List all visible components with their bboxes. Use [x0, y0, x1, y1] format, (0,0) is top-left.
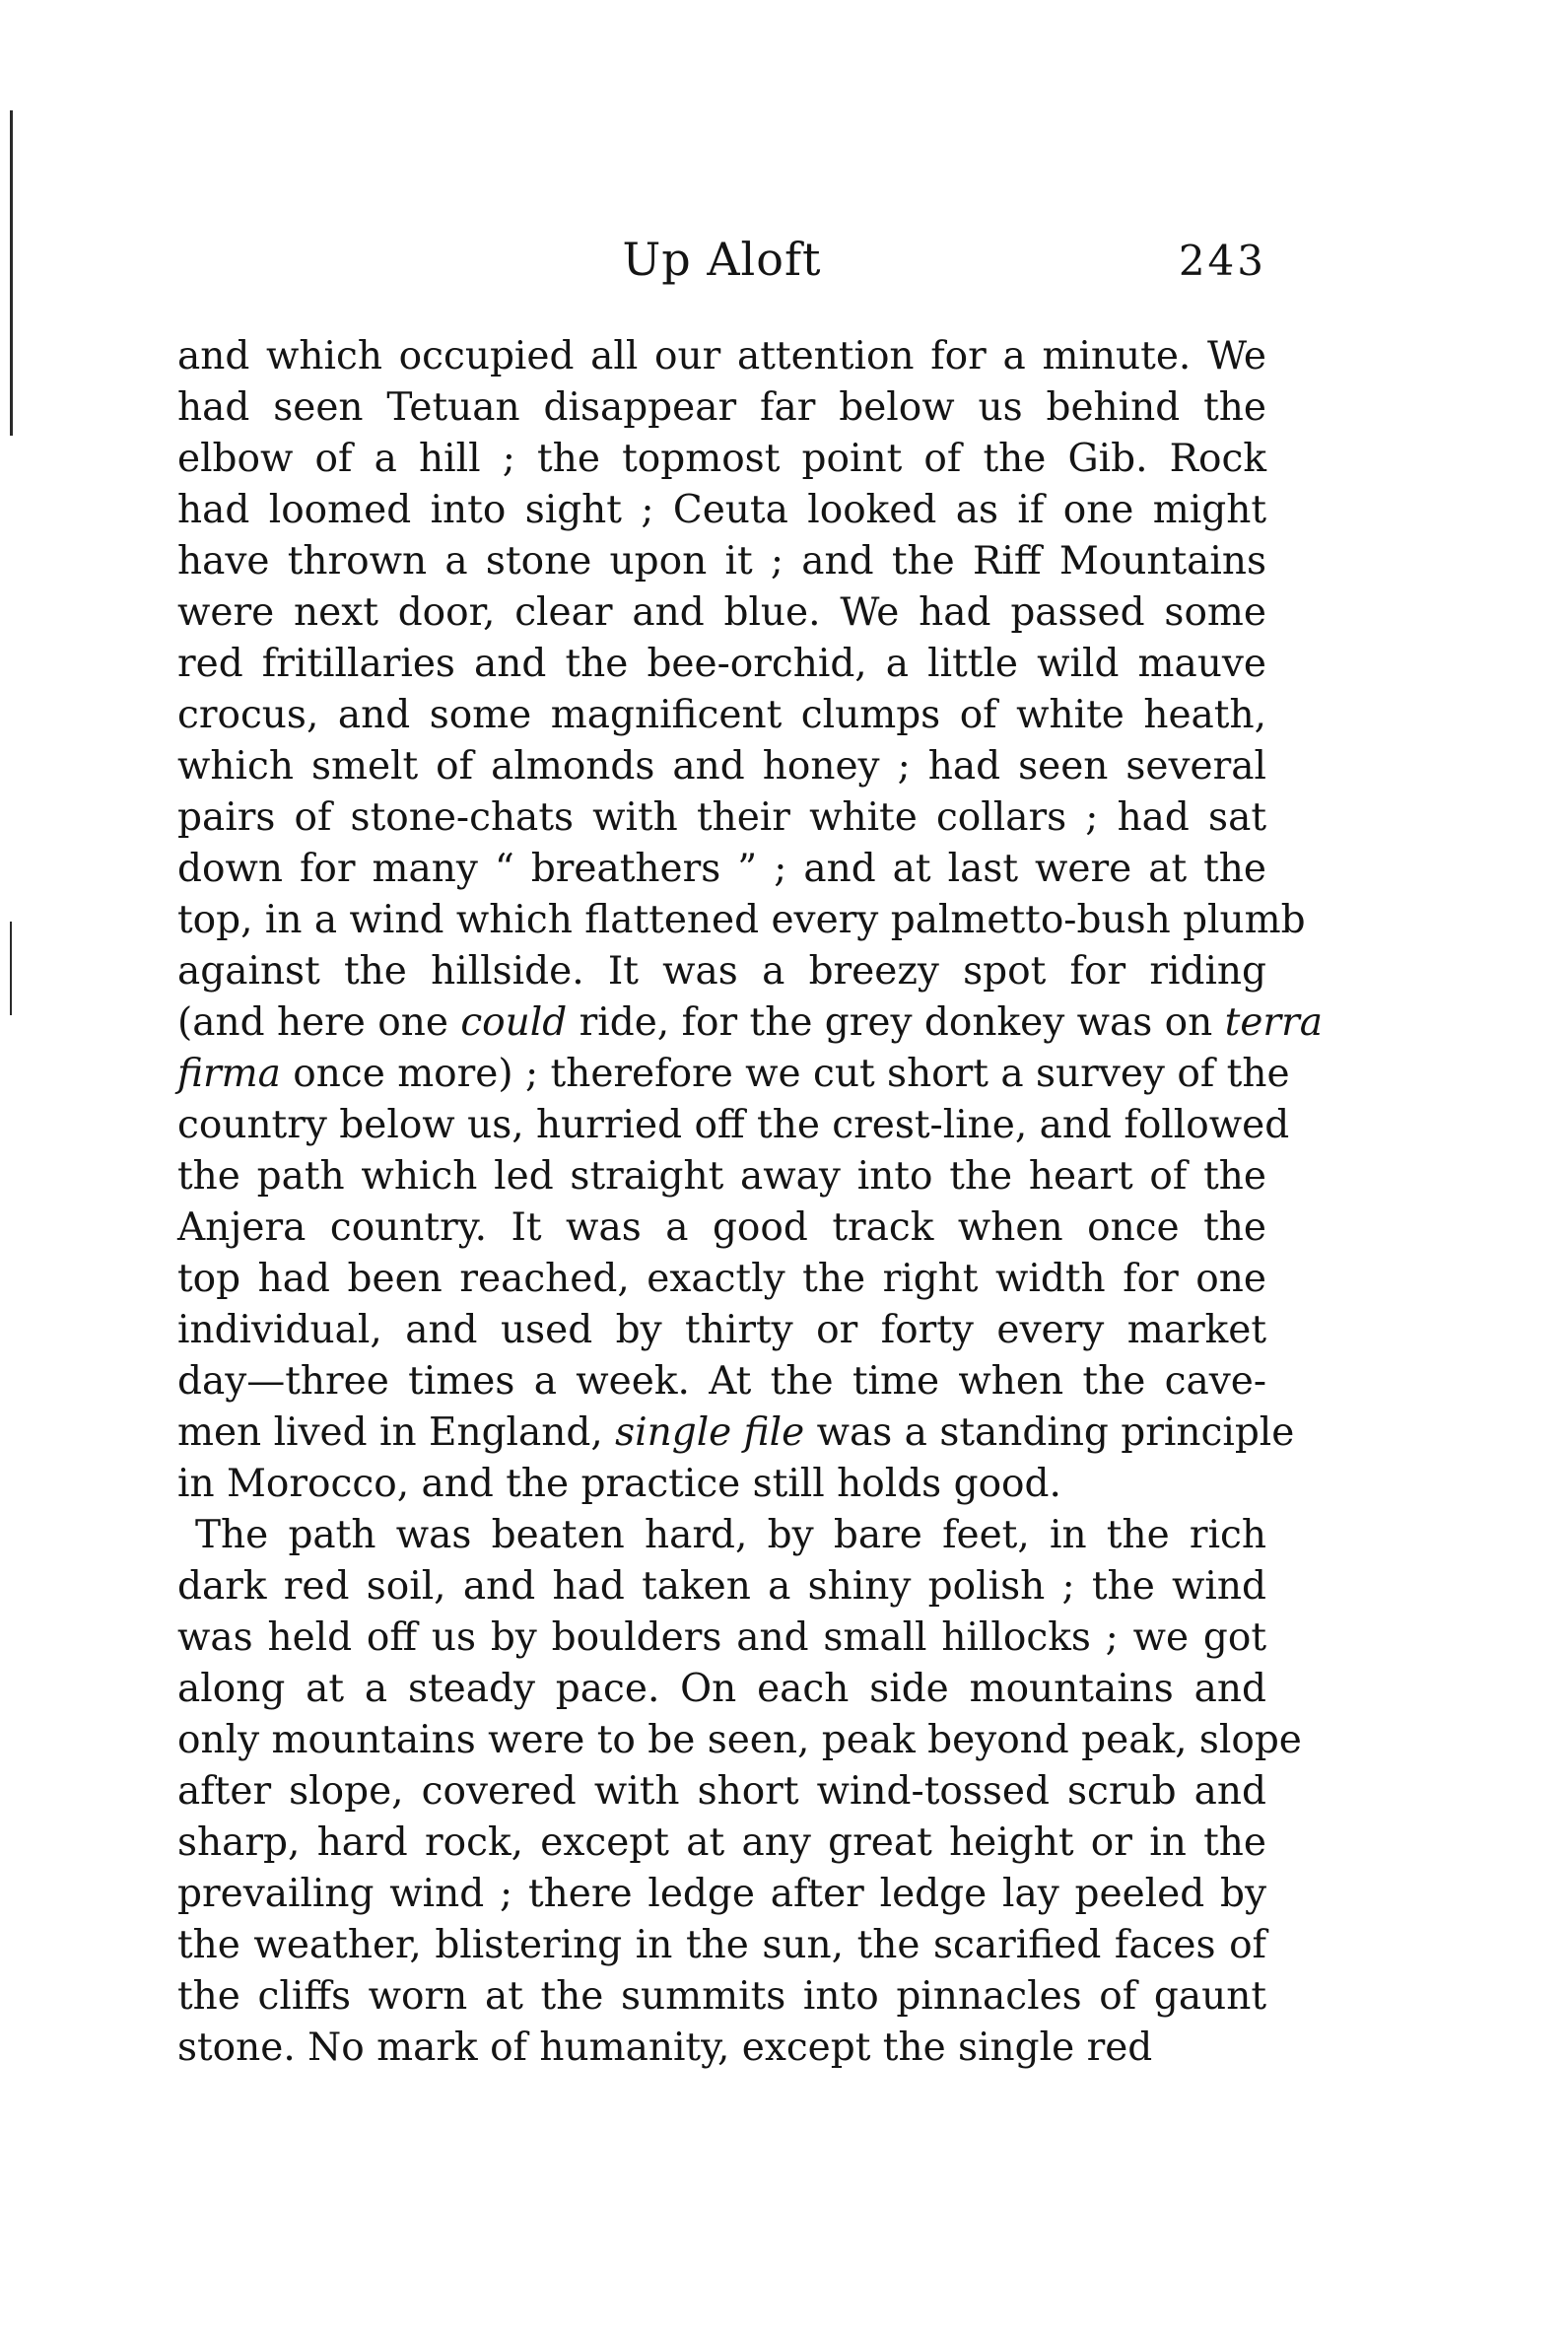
text-run: pairs of stone-chats with their white collars ; had sat — [177, 795, 1266, 840]
text-line — [177, 587, 1266, 639]
text-run: top had been reached, exactly the right width for one — [177, 1257, 1266, 1301]
text-line — [177, 1151, 1266, 1202]
text-line — [177, 1920, 1266, 1971]
italic-text: single file — [615, 1410, 805, 1455]
body-text — [177, 331, 1323, 2074]
text-line — [177, 1407, 1295, 1459]
text-line — [177, 1100, 1290, 1151]
text-run: after slope, covered with short wind-tossed scrub and — [177, 1769, 1266, 1814]
text-line — [177, 1305, 1266, 1356]
text-run: were next door, clear and blue. We had passed some — [177, 590, 1266, 635]
italic-text: could — [460, 1000, 568, 1045]
text-run: Anjera country. It was a good track when once the — [177, 1205, 1266, 1250]
text-run: down for many “ breathers ” ; and at last were at the — [177, 847, 1266, 891]
text-line — [177, 434, 1266, 485]
page-number: 243 — [1178, 237, 1266, 285]
text-run: and which occupied all our attention for a minute. We — [177, 334, 1266, 378]
text-line — [177, 382, 1266, 434]
text-run: prevailing wind ; there ledge after ledge lay peeled by — [177, 1872, 1266, 1916]
text-line — [177, 1613, 1266, 1664]
text-line — [177, 1818, 1266, 1869]
text-line — [177, 1202, 1266, 1254]
text-run: had loomed into sight ; Ceuta looked as if one might — [177, 488, 1266, 532]
text-line — [177, 1664, 1266, 1715]
text-run: stone. No mark of humanity, except the single red — [177, 2025, 1153, 2070]
text-run: elbow of a hill ; the topmost point of the Gib. Rock — [177, 437, 1266, 481]
text-line — [177, 1459, 1266, 1510]
text-run: was held off us by boulders and small hillocks ; we got — [177, 1615, 1266, 1660]
text-line — [177, 1356, 1266, 1407]
text-run: men lived in England, — [177, 1410, 616, 1455]
text-run: red fritillaries and the bee-orchid, a little wild mauve — [177, 642, 1266, 686]
text-run: have thrown a stone upon it ; and the Riff Mountains — [177, 539, 1266, 583]
text-run: was a standing principle — [804, 1410, 1295, 1455]
text-run: (and here one — [177, 1000, 461, 1045]
text-line — [177, 792, 1266, 844]
text-run: top, in a wind which flattened every palmetto-bush plumb — [177, 898, 1306, 942]
text-run: country below us, hurried off the crest-line, and followed — [177, 1103, 1290, 1147]
text-line — [177, 1715, 1302, 1766]
text-run: only mountains were to be seen, peak beyond peak, slope — [177, 1718, 1302, 1762]
italic-text: terra — [1224, 1000, 1323, 1045]
text-line — [177, 331, 1266, 382]
text-line — [177, 946, 1266, 997]
text-run: The path was beaten hard, by bare feet, in the rich — [195, 1513, 1266, 1557]
running-head: Up Aloft — [622, 233, 822, 286]
text-run: which smelt of almonds and honey ; had seen several — [177, 744, 1266, 789]
binding-edge-mark — [10, 110, 13, 436]
text-run: along at a steady pace. On each side mountains and — [177, 1667, 1266, 1711]
text-run: individual, and used by thirty or forty every market — [177, 1308, 1266, 1352]
text-run: the cliffs worn at the summits into pinnacles of gaunt — [177, 1974, 1266, 2019]
text-run: sharp, hard rock, except at any great height or in the — [177, 1820, 1266, 1865]
page-header — [177, 233, 1266, 302]
text-line — [177, 844, 1266, 895]
italic-text: firma — [177, 1052, 281, 1096]
text-line — [177, 741, 1266, 792]
text-line — [177, 997, 1323, 1049]
text-line — [177, 690, 1266, 741]
text-run: day—three times a week. At the time when the cave- — [177, 1359, 1266, 1404]
text-line — [177, 1971, 1266, 2023]
text-line — [177, 536, 1266, 587]
text-line — [177, 639, 1266, 690]
text-run: dark red soil, and had taken a shiny polish ; the wind — [177, 1564, 1266, 1609]
text-run: against the hillside. It was a breezy spot for riding — [177, 949, 1266, 994]
paragraph — [177, 331, 1323, 1510]
text-run: the weather, blistering in the sun, the scarified faces of — [177, 1923, 1266, 1967]
binding-edge-mark — [10, 922, 12, 1015]
text-line — [177, 485, 1266, 536]
text-line — [177, 1869, 1266, 1920]
text-line — [177, 1510, 1266, 1561]
text-line — [177, 895, 1306, 946]
text-run: ride, for the grey donkey was on — [567, 1000, 1225, 1045]
text-line — [177, 1254, 1266, 1305]
text-line — [177, 1561, 1266, 1613]
text-run: had seen Tetuan disappear far below us behind the — [177, 385, 1266, 430]
text-line — [177, 2023, 1266, 2074]
text-run: the path which led straight away into the heart of the — [177, 1154, 1266, 1199]
text-line — [177, 1766, 1266, 1818]
text-run: once more) ; therefore we cut short a survey of the — [280, 1052, 1290, 1096]
text-line — [177, 1049, 1290, 1100]
paragraph — [177, 1510, 1302, 2074]
text-run: in Morocco, and the practice still holds good. — [177, 1462, 1061, 1506]
text-run: crocus, and some magnificent clumps of white heath, — [177, 693, 1266, 737]
